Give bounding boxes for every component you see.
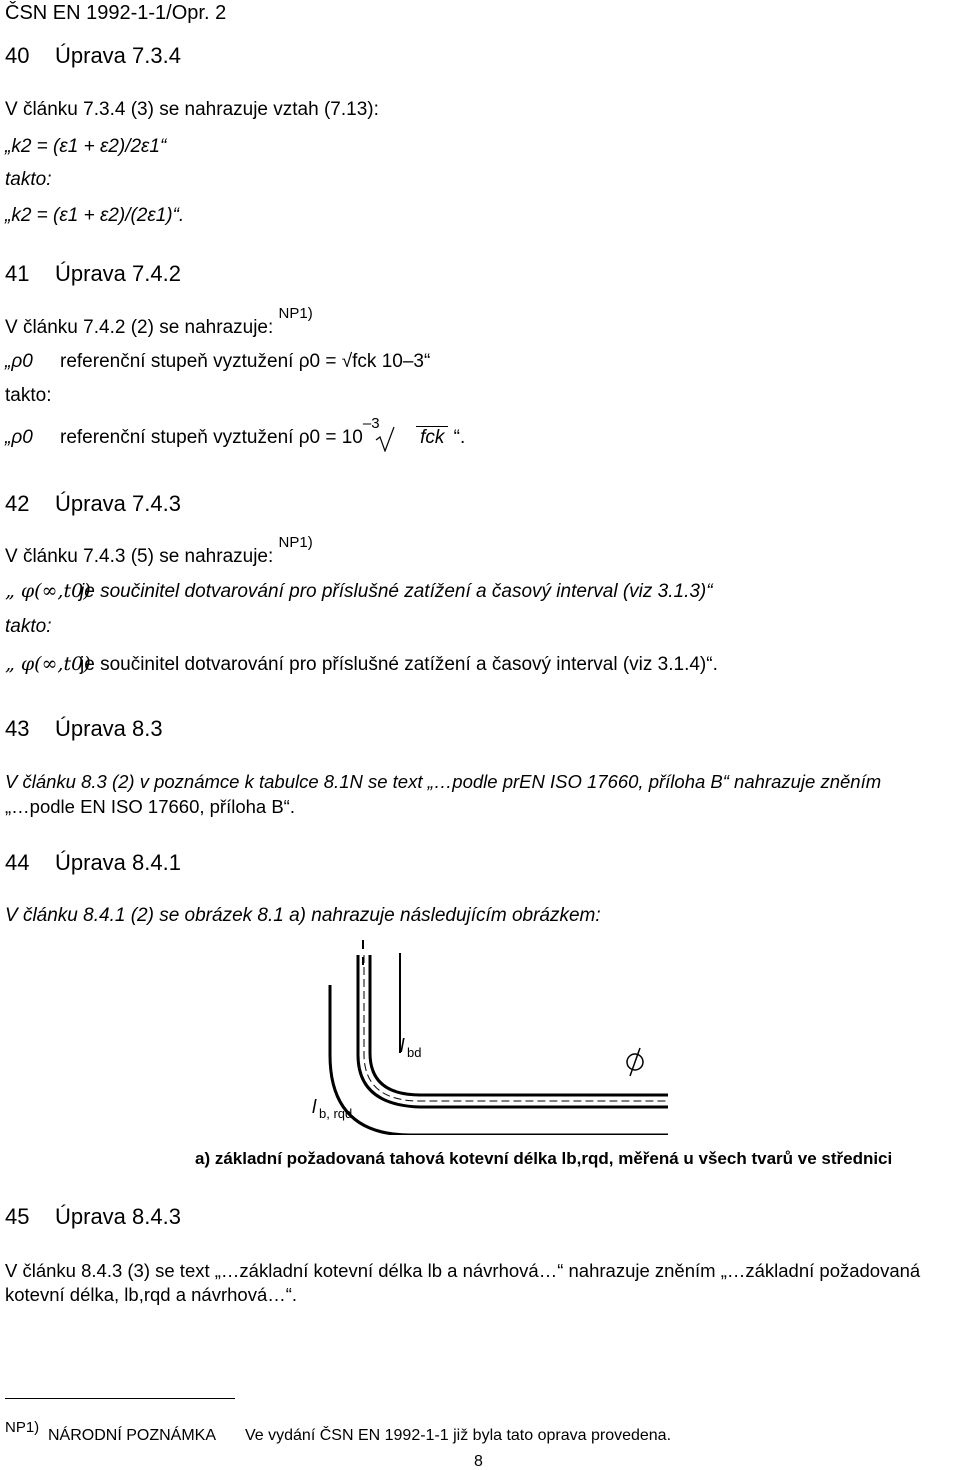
section-41-intro: [5, 304, 313, 338]
footnote-text: Ve vydání ČSN EN 1992-1-1 již byla tato oprava provedena.: [245, 1427, 672, 1444]
footnote-divider: [5, 1398, 235, 1399]
section-44-intro: V článku 8.4.1 (2) se obrázek 8.1 a) nahrazuje následujícím obrázkem:: [5, 905, 601, 926]
section-title: Úprava 8.4.3: [55, 1204, 181, 1229]
np-marker: NP1): [278, 304, 313, 322]
section-41-new-symbol: „ρ0: [5, 427, 33, 448]
section-42-old-text: je součinitel dotvarování pro příslušné zatížení a časový interval (viz 3.1.3)“: [80, 581, 713, 602]
section-40-heading: [5, 45, 181, 67]
section-number: 43: [5, 716, 30, 741]
section-43-heading: [5, 718, 163, 740]
formula-exponent: –3: [362, 414, 380, 432]
intro-text: V článku 7.4.2 (2) se nahrazuje:: [5, 317, 274, 338]
section-42-intro: [5, 533, 313, 567]
section-41-takto: takto:: [5, 385, 52, 406]
section-42-old-symbol: „ φ(∞,t0): [5, 580, 91, 602]
anchorage-figure: [300, 935, 680, 1135]
section-40-takto: takto:: [5, 169, 52, 190]
section-41-old-text: referenční stupeň vyztužení ρ0 = √fck 10–3“: [60, 351, 431, 372]
section-42-new-symbol: „ φ(∞,t0): [5, 653, 91, 675]
phi-icon-stroke: [630, 1048, 640, 1076]
section-42-new-text: je součinitel dotvarování pro příslušné zatížení a časový interval (viz 3.1.4)“.: [80, 654, 718, 675]
section-number: 42: [5, 491, 30, 516]
section-44-heading: [5, 852, 181, 874]
intro-text: V článku 7.4.3 (5) se nahrazuje:: [5, 546, 274, 567]
section-45-heading: [5, 1206, 181, 1228]
section-43-line2: „…podle EN ISO 17660, příloha B“.: [5, 796, 295, 817]
page-number: 8: [474, 1453, 483, 1470]
section-40-old-formula: „k2 = (ε1 + ε2)/2ε1“: [5, 136, 167, 157]
label-lbrqd: l: [312, 1097, 317, 1118]
label-lbrqd-sub: b, rqd: [319, 1106, 353, 1121]
section-41-old-symbol: „ρ0: [5, 351, 33, 372]
section-number: 41: [5, 261, 30, 286]
section-40-new-formula: „k2 = (ε1 + ε2)/(2ε1)“.: [5, 205, 185, 226]
document-header: ČSN EN 1992-1-1/Opr. 2: [5, 2, 227, 24]
formula-end: “.: [453, 427, 466, 448]
section-title: Úprava 7.4.3: [55, 491, 181, 516]
section-number: 45: [5, 1204, 30, 1229]
section-41-heading: [5, 263, 181, 285]
bar-inner-curve: [370, 955, 668, 1095]
section-number: 40: [5, 43, 30, 68]
section-45-line2: kotevní délka, lb,rqd a návrhová…“.: [5, 1284, 298, 1305]
section-45-line1: V článku 8.4.3 (3) se text „…základní kotevní délka lb a návrhová…“ nahrazuje zněním „…základní požadovaná: [5, 1260, 921, 1281]
label-lbd: l: [400, 1036, 405, 1057]
sqrt-fck: fck: [416, 426, 448, 448]
bar-centerline: [364, 955, 668, 1101]
section-40-intro: V článku 7.3.4 (3) se nahrazuje vztah (7.13):: [5, 99, 379, 120]
figure-caption: a) základní požadovaná tahová kotevní délka lb,rqd, měřená u všech tvarů ve střednici: [195, 1149, 893, 1168]
section-number: 44: [5, 850, 30, 875]
reinforcement-bend: [330, 985, 668, 1135]
footnote-marker: NP1): [5, 1419, 40, 1436]
section-title: Úprava 7.3.4: [55, 43, 181, 68]
section-42-takto: takto:: [5, 616, 52, 637]
section-42-heading: [5, 493, 181, 515]
footnote-label: NÁRODNÍ POZNÁMKA: [48, 1427, 217, 1444]
np-marker: NP1): [278, 533, 313, 551]
section-title: Úprava 8.3: [55, 716, 163, 741]
section-41-new-formula: [60, 414, 466, 448]
label-lbd-sub: bd: [407, 1045, 422, 1060]
sqrt-icon: [375, 426, 395, 452]
section-title: Úprava 7.4.2: [55, 261, 181, 286]
formula-text: referenční stupeň vyztužení ρ0 = 10: [60, 427, 363, 448]
bar-outer-curve: [358, 955, 668, 1107]
section-title: Úprava 8.4.1: [55, 850, 181, 875]
section-43-line1: V článku 8.3 (2) v poznámce k tabulce 8.1N se text „…podle prEN ISO 17660, příloha B“ nahrazuje zněním: [5, 771, 882, 792]
